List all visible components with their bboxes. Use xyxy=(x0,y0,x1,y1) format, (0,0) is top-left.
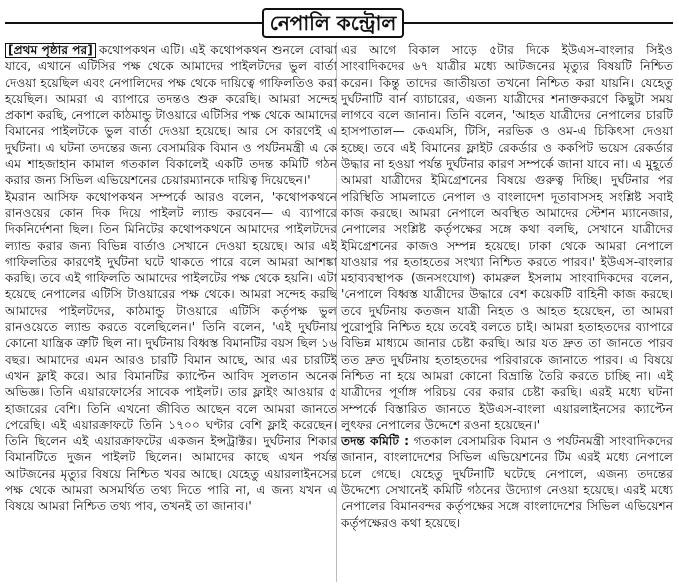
paragraph-text: গতকাল বেসামরিক বিমান ও পর্যটনমন্ত্রী সাংবাদিকদের জানান, বাংলাদেশের সিভিল এভিয়েশনের টিম এরই মধ্যে নেপালে চলে গেছে। যেহেতু দুর্ঘটনাটি ঘটেছে নেপালে, এজন্য তদন্তের উদ্দেশ্যে সেখানেই কমিটি গঠনের উদ্যোগ নেওয়া হয়েছে। এরই মধ্যে নেপালের বিমানবন্দর কর্তৃপক্ষের সঙ্গে বাংলাদেশের সিভিল এভিয়েশন কর্তৃপক্ষেরও কথা হয়েছে। xyxy=(341,434,673,530)
paragraph: ইমরান আসিফ কথোপকথন সম্পর্কে আরও বলেন, 'কথোপকথনে রানওয়ের কোন দিক দিয়ে পাইলট ল্যান্ড করবেন— এ ব্যাপারে দিকনির্দেশনা ছিল। তিন মিনিটের কথোপকথনে আমাদের পাইলটদের ল্যান্ড করার জন্য বিভিন্ন বার্তাও সেখানে দেওয়া হয়েছে। আর এই গাফিলতির কারণেই দুর্ঘটনা ঘটে থাকতে পারে বলে আমরা আশঙ্কা করছি। তবে এই গাফিলতি আমাদের পাইলটের পক্ষ থেকে হয়নি। এটা হয়েছে নেপালের এটিসি টাওয়ারের পক্ষ থেকে। আমরা সন্দেহ করছি আমাদের পাইলটদের, কাঠমান্ডু টাওয়ারে এটিসি কর্তৃপক্ষ ভুল রানওয়েতে ল্যান্ড করতে বলেছিলেন।' তিনি বলেন, 'এই দুর্ঘটনায় কোনো যান্ত্রিক ত্রুটি ছিল না। দুর্ঘটনায় বিধ্বস্ত বিমানটির বয়স ছিল ১৬ বছর। আমাদের এমন আরও চারটি বিমান আছে, আর এর চারটিই এখন ফ্লাই করে। আর বিমানটির ক্যাপ্টেন আবিদ সুলতান অনেক অভিজ্ঞ। তিনি এয়ারফোর্সের সাবেক পাইলট। তার ফ্লাইং আওয়ার ৫ হাজারের বেশি। তিনি এখনো জীবিত আছেন বলে আমরা জানতে পেরেছি। এই এয়ারক্রাফটে তিনি ১৭০০ ঘণ্টার বেশি ফ্লাই করেছেন। তিনি ছিলেন এই এয়ারক্রাফটের একজন ইন্সট্রাক্টর। দুর্ঘটনার শিকার বিমানটিতে দুজন পাইলট ছিলেন। আমাদের কাছে এখন পর্যন্ত আটজনের মৃত্যুর বিষয়ে নিশ্চিত খবর আছে। যেহেতু এয়ারলাইনসের পক্ষ থেকে আমরা অসমর্থিত তথ্য দিতে পারি না, এ জন্য যখন এ বিষয়ে আমরা নিশ্চিত তথ্য পাব, তখনই তা জানাব।' xyxy=(5,189,337,514)
left-column xyxy=(5,42,337,582)
right-column xyxy=(341,42,673,582)
paragraph xyxy=(341,433,673,531)
section-heading: তদন্ত কমিটি : xyxy=(341,434,409,449)
paragraph-text: কথোপকথন এটি। এই কথোপকথন শুনলে বোঝা যাবে, এখানে এটিসির পক্ষ থেকে আমাদের পাইলটদের ভুল বার্তা দেওয়া হয়েছিল এবং নেপালিদের পক্ষ থেকে দায়িত্বে গাফিলতিও করা হয়েছিল। আমরা এ ব্যাপারে তদন্তও শুরু করেছি। আমরা সন্দেহ প্রকাশ করছি, নেপালে কাঠমান্ডু টাওয়ারে এটিসির পক্ষ থেকে আমাদের বিমানের পাইলটকে ভুল বার্তা দেওয়া হয়েছে। আর সে কারণেই এ দুর্ঘটনা। এ ঘটনা তদন্তের জন্য বেসামরিক বিমান ও পর্যটনমন্ত্রী এ কে এম শাহজাহান কামাল গতকাল বিকালেই একটি তদন্ত কমিটি গঠন করার জন্য সিভিল এভিয়েশনের চেয়ারম্যানকে দায়িত্ব দিয়েছেন।' xyxy=(5,43,337,188)
continuation-marker: [প্রথম পৃষ্ঠার পর] xyxy=(5,43,96,58)
paragraph xyxy=(5,42,337,189)
continuation-text: প্রথম পৃষ্ঠার পর xyxy=(13,43,88,57)
page-title: নেপালি কন্ট্রোল xyxy=(269,11,397,35)
paragraph: এর আগে বিকাল সাড়ে ৫টার দিকে ইউএস-বাংলার সিইও সাংবাদিকদের ৬৭ যাত্রীর মধ্যে আটজনের মৃত্যুর বিষয়টি নিশ্চিত করেন। কিন্তু তাদের জাতীয়তা তখনো নিশ্চিত করা যায়নি। যেহেতু দুর্ঘটনাটি বার্ন ব্যাচারের, এজন্য যাত্রীদের শনাক্তকরণে কিছুটা সময় লাগবে বলে জানান। তিনি বলেন, 'আহত যাত্রীদের নেপালের চারটি হাসপাতাল— কেএমসি, টিসি, নরভিক ও ওম-এ চিকিৎসা দেওয়া হচ্ছে। তবে এই বিমানের ফ্লাইট রেকর্ডার ও ককপিট ভয়েস রেকর্ডার উদ্ধার না হওয়া পর্যন্ত দুর্ঘটনার কারণ সম্পর্কে জানা যাবে না। এ মুহূর্তে আমরা যাত্রীদের ইমিগ্রেশনের বিষয়ে গুরুত্ব দিচ্ছি। দুর্ঘটনার পর পরিস্থিতি সামলাতে নেপাল ও বাংলাদেশ দূতাবাসসহ সংশ্লিষ্ট সবাই কাজ করছে। আমরা নেপালে অবস্থিত আমাদের স্টেশন ম্যানেজার, নেপালের সংশ্লিষ্ট কর্তৃপক্ষের সঙ্গে কথা বলছি, সেখানে যাত্রীদের ইমিগ্রেশনের কাজও সম্পন্ন হয়েছে। ঢাকা থেকে আমরা নেপালে যাওয়ার পর হতাহতের সংখ্যা নিশ্চিত করতে পারব।' ইউএস-বাংলার মহাব্যবস্থাপক (জনসংযোগ) কামরুল ইসলাম সাংবাদিকদের বলেন, 'নেপালে বিধ্বস্ত যাত্রীদের উদ্ধারে বেশ কয়েকটি বাহিনী কাজ করছে। তবে দুর্ঘটনায় কতজন যাত্রী নিহত ও আহত হয়েছেন, তা আমরা পুরোপুরি নিশ্চিত হয়ে তবেই বলতে চাই। আমরা হতাহতদের ব্যাপারে বিভিন্ন মাধ্যমে জানার চেষ্টা করছি। আর যত দ্রুত তা জানতে পারব তত দ্রুত দুর্ঘটনায় হতাহতদের পরিবারকে জানাতে পারব। এ বিষয়ে নিশ্চিত না হয়ে আমরা কোনো বিভ্রান্তি তৈরি করতে চাচ্ছি না। এই যাত্রীদের পূর্ণাঙ্গ পরিচয় বের করার চেষ্টা করছি। এরই মধ্যে ঘটনা সম্পর্কে বিস্তারিত জানতে ইউএস-বাংলা এয়ারলাইনসের ক্যাপ্টেন লুৎফর নেপালের উদ্দেশে রওনা হয়েছেন।' xyxy=(341,43,673,432)
header xyxy=(0,0,678,40)
